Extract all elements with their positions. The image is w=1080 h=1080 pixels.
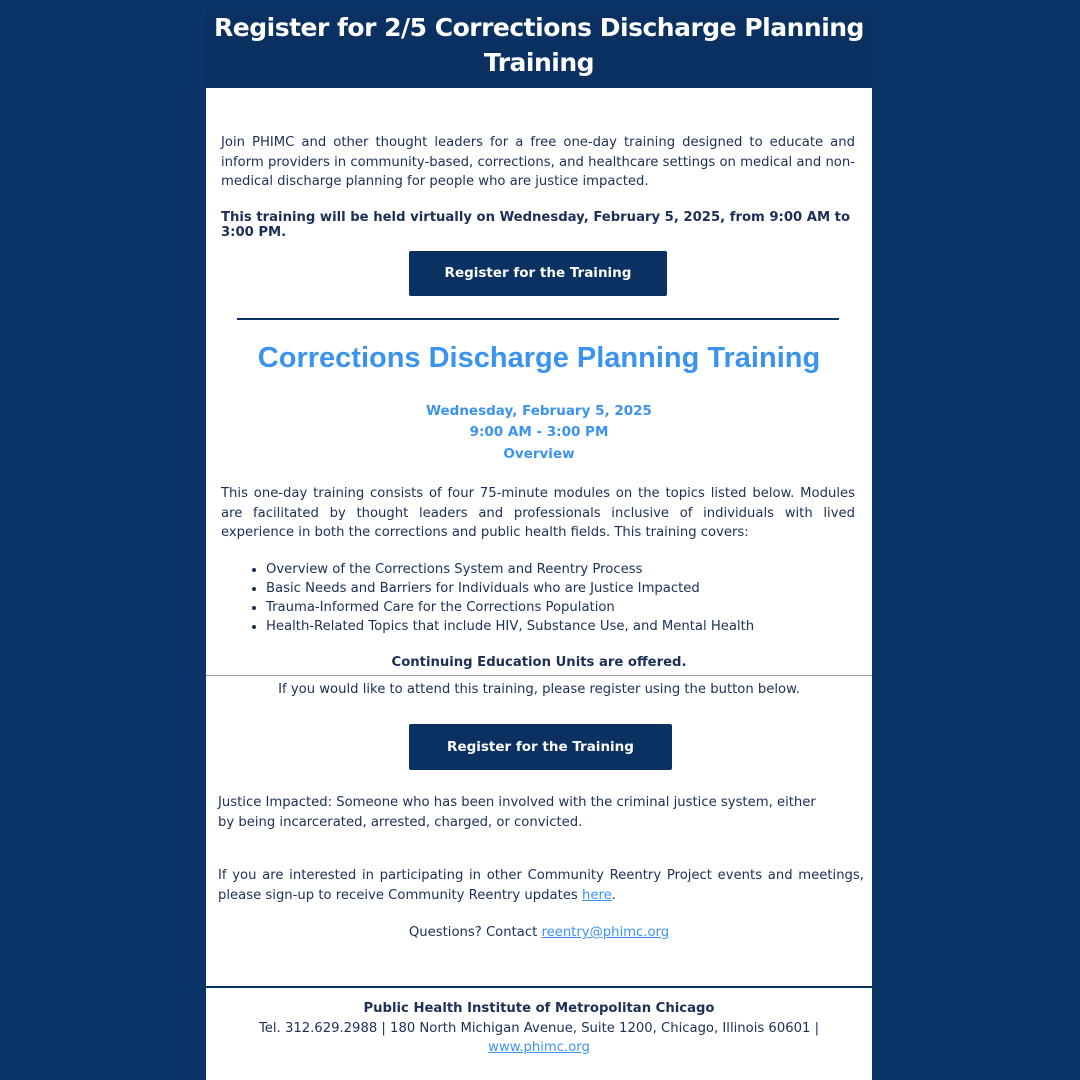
register-prompt: If you would like to attend this training, please register using the button below.: [278, 682, 800, 697]
footer-website-wrapper: [206, 1040, 872, 1055]
header-title-line-2: Training: [483, 48, 595, 77]
updates-trailing: .: [611, 887, 616, 903]
ceu-note: Continuing Education Units are offered.: [391, 655, 687, 670]
header-title-line-1: Register for 2/5 Corrections Discharge Planning: [214, 13, 864, 42]
topics-list: [221, 560, 754, 636]
email-header: [206, 10, 872, 88]
questions-prefix: Questions? Contact: [408, 925, 538, 940]
topic-item: • Trauma-Informed Care for the Corrections Population: [266, 598, 754, 617]
updates-signup-link[interactable]: here: [581, 887, 612, 903]
intro-paragraph: Join PHIMC and other thought leaders for a free one-day training designed to educate and inform providers in community-based, corrections, and healthcare settings on medical and non-medical discharge planning for people who are justice impacted.: [221, 135, 855, 189]
updates-paragraph: [218, 866, 864, 905]
contact-email-link[interactable]: reentry@phimc.org: [541, 925, 670, 940]
updates-text: If you are interested in participating in other Community Reentry Project events and meetings, please sign-up to receive Community Reentry updates: [218, 868, 864, 903]
topic-item: • Overview of the Corrections System and Reentry Process: [266, 560, 754, 579]
section-divider: [237, 318, 839, 320]
overview-heading: Overview: [503, 446, 575, 462]
questions-line: [206, 925, 872, 940]
email-sheet: [206, 10, 872, 1080]
topic-item: • Health-Related Topics that include HIV, Substance Use, and Mental Health: [266, 617, 754, 636]
thin-divider: [206, 675, 872, 676]
footer-org-name: Public Health Institute of Metropolitan Chicago: [363, 1001, 715, 1016]
schedule-note: This training will be held virtually on Wednesday, February 5, 2025, from 9:00 AM to 3:00 PM.: [221, 210, 851, 240]
topic-item: • Basic Needs and Barriers for Individuals who are Justice Impacted: [266, 579, 754, 598]
justice-impacted-definition: Justice Impacted: Someone who has been involved with the criminal justice system, either by being incarcerated, arrested, charged, or convicted.: [218, 795, 816, 830]
footer-contact-line: Tel. 312.629.2988 | 180 North Michigan Avenue, Suite 1200, Chicago, Illinois 60601 |: [258, 1021, 820, 1036]
register-button-top[interactable]: Register for the Training: [409, 251, 667, 296]
training-title: Corrections Discharge Planning Training: [257, 342, 821, 374]
footer-divider: [206, 986, 872, 988]
training-date: Wednesday, February 5, 2025: [426, 403, 652, 419]
register-button-bottom[interactable]: Register for the Training: [409, 724, 672, 770]
footer-website-link[interactable]: www.phimc.org: [488, 1040, 590, 1055]
training-time: 9:00 AM - 3:00 PM: [469, 424, 609, 440]
overview-paragraph: This one-day training consists of four 75-minute modules on the topics listed below. Modules are facilitated by thought leaders and professionals inclusive of individuals with lived experience in both the corrections and public health fields. This training covers:: [221, 486, 855, 540]
